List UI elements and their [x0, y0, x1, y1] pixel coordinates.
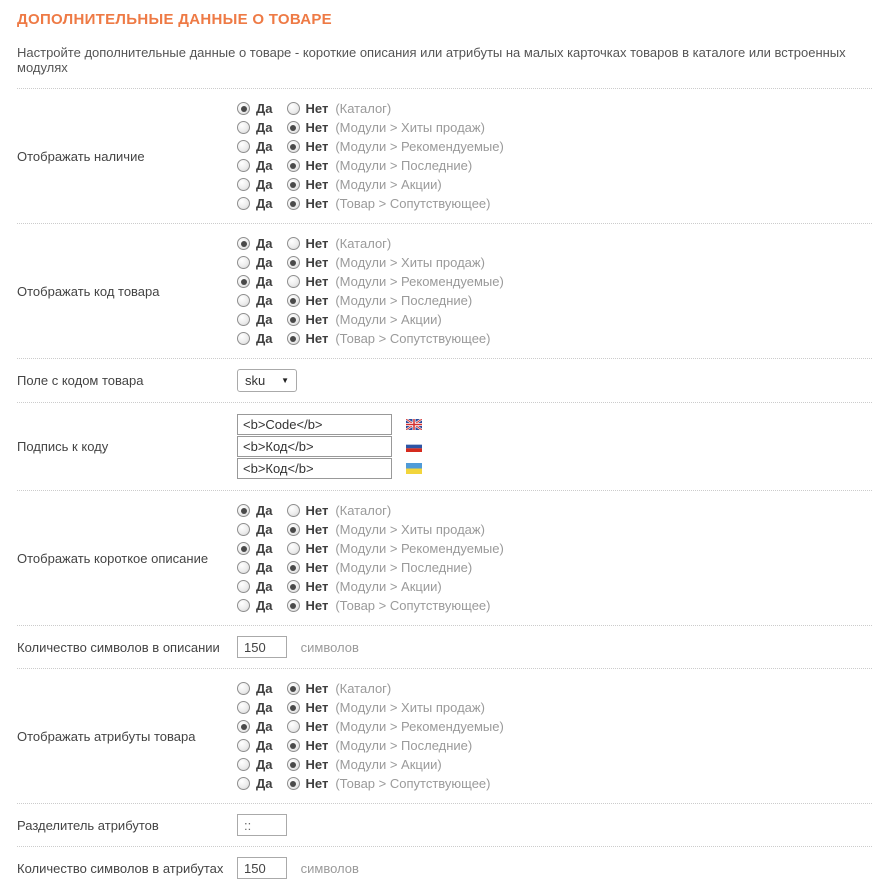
radio-no-label[interactable]: Нет: [305, 312, 329, 327]
radio-yes-label[interactable]: Да: [256, 560, 273, 575]
radio-yes[interactable]: [237, 159, 250, 172]
flag-ru-icon: [406, 441, 422, 452]
radio-no-label[interactable]: Нет: [305, 139, 329, 154]
radio-yes-label[interactable]: Да: [256, 681, 273, 696]
radio-row: [237, 310, 872, 329]
radio-no[interactable]: [287, 197, 300, 210]
radio-yes-label[interactable]: Да: [256, 177, 273, 192]
radio-yes-label[interactable]: Да: [256, 541, 273, 556]
lang-row-en: [237, 414, 872, 435]
attribute-char-count-input[interactable]: [237, 857, 287, 879]
row-code-field: [17, 358, 872, 402]
radio-context-label: (Товар > Сопутствующее): [335, 598, 491, 613]
row-display-availability: [17, 88, 872, 223]
radio-no[interactable]: [287, 777, 300, 790]
field-label-display-short-description: Отображать короткое описание: [17, 550, 209, 566]
attribute-char-count-suffix: символов: [300, 860, 359, 876]
radio-yes-label[interactable]: Да: [256, 120, 273, 135]
radio-row: [237, 577, 872, 596]
radio-context-label: (Модули > Акции): [335, 177, 442, 192]
radio-context-label: (Модули > Рекомендуемые): [335, 274, 504, 289]
radio-context-label: (Модули > Хиты продаж): [335, 700, 485, 715]
radio-yes[interactable]: [237, 542, 250, 555]
radio-no-label[interactable]: Нет: [305, 776, 329, 791]
radio-no-label[interactable]: Нет: [305, 598, 329, 613]
radio-yes[interactable]: [237, 102, 250, 115]
radio-yes[interactable]: [237, 580, 250, 593]
radio-no[interactable]: [287, 701, 300, 714]
field-label-description-char-count: Количество символов в описании: [17, 639, 220, 655]
field-label-code-field: Поле с кодом товара: [17, 373, 144, 388]
radio-yes-label[interactable]: Да: [256, 700, 273, 715]
radio-no-label[interactable]: Нет: [305, 560, 329, 575]
radio-no-label[interactable]: Нет: [305, 757, 329, 772]
radio-yes-label[interactable]: Да: [256, 312, 273, 327]
radio-yes[interactable]: [237, 739, 250, 752]
radio-no-label[interactable]: Нет: [305, 255, 329, 270]
radio-context-label: (Модули > Рекомендуемые): [335, 139, 504, 154]
radio-no-label[interactable]: Нет: [305, 541, 329, 556]
radio-group-display-attributes: [237, 679, 872, 793]
radio-context-label: (Модули > Хиты продаж): [335, 522, 485, 537]
radio-no[interactable]: [287, 237, 300, 250]
radio-yes[interactable]: [237, 701, 250, 714]
radio-yes-label[interactable]: Да: [256, 579, 273, 594]
radio-yes-label[interactable]: Да: [256, 503, 273, 518]
radio-row: [237, 596, 872, 615]
radio-context-label: (Модули > Последние): [335, 158, 473, 173]
radio-yes-label[interactable]: Да: [256, 101, 273, 116]
radio-row: [237, 501, 872, 520]
field-label-attribute-separator: Разделитель атрибутов: [17, 817, 159, 833]
radio-row: [237, 774, 872, 793]
radio-context-label: (Каталог): [335, 681, 392, 696]
radio-no[interactable]: [287, 542, 300, 555]
radio-yes[interactable]: [237, 121, 250, 134]
radio-yes-label[interactable]: Да: [256, 522, 273, 537]
radio-no-label[interactable]: Нет: [305, 101, 329, 116]
radio-row: [237, 698, 872, 717]
chevron-down-icon: ▼: [281, 375, 289, 385]
radio-no-label[interactable]: Нет: [305, 236, 329, 251]
row-display-product-code: [17, 223, 872, 358]
radio-yes[interactable]: [237, 197, 250, 210]
row-control-attribute-char-count: [237, 857, 872, 879]
radio-row: [237, 99, 872, 118]
radio-yes[interactable]: [237, 275, 250, 288]
row-control-code-caption: [237, 413, 872, 480]
radio-no[interactable]: [287, 739, 300, 752]
row-control-attribute-separator: [237, 814, 872, 836]
radio-no[interactable]: [287, 599, 300, 612]
flag-en-icon: [406, 419, 422, 430]
code-field-select[interactable]: [237, 369, 297, 392]
radio-no-label[interactable]: Нет: [305, 738, 329, 753]
radio-row: [237, 755, 872, 774]
radio-context-label: (Модули > Акции): [335, 757, 442, 772]
radio-yes-label[interactable]: Да: [256, 293, 273, 308]
code-caption-input-ru[interactable]: [237, 436, 392, 457]
radio-no-label[interactable]: Нет: [305, 120, 329, 135]
radio-context-label: (Модули > Акции): [335, 312, 442, 327]
radio-yes[interactable]: [237, 256, 250, 269]
radio-row: [237, 175, 872, 194]
row-display-attributes: [17, 668, 872, 803]
radio-yes-label[interactable]: Да: [256, 331, 273, 346]
radio-yes[interactable]: [237, 313, 250, 326]
radio-no[interactable]: [287, 294, 300, 307]
radio-yes[interactable]: [237, 561, 250, 574]
radio-yes[interactable]: [237, 237, 250, 250]
flag-ua-icon: [406, 463, 422, 474]
radio-no[interactable]: [287, 102, 300, 115]
radio-row: [237, 272, 872, 291]
code-caption-input-ua[interactable]: [237, 458, 392, 479]
radio-row: [237, 234, 872, 253]
radio-no-label[interactable]: Нет: [305, 503, 329, 518]
radio-yes-label[interactable]: Да: [256, 598, 273, 613]
radio-yes[interactable]: [237, 777, 250, 790]
radio-no-label[interactable]: Нет: [305, 579, 329, 594]
radio-yes[interactable]: [237, 682, 250, 695]
radio-yes-label[interactable]: Да: [256, 274, 273, 289]
radio-no-label[interactable]: Нет: [305, 177, 329, 192]
radio-no-label[interactable]: Нет: [305, 196, 329, 211]
radio-yes-label[interactable]: Да: [256, 738, 273, 753]
radio-no[interactable]: [287, 121, 300, 134]
radio-no[interactable]: [287, 758, 300, 771]
radio-context-label: (Модули > Хиты продаж): [335, 120, 485, 135]
radio-no-label[interactable]: Нет: [305, 158, 329, 173]
radio-row: [237, 137, 872, 156]
radio-no[interactable]: [287, 504, 300, 517]
page-title: ДОПОЛНИТЕЛЬНЫЕ ДАННЫЕ О ТОВАРЕ: [17, 11, 332, 28]
radio-yes-label[interactable]: Да: [256, 139, 273, 154]
radio-yes[interactable]: [237, 140, 250, 153]
radio-context-label: (Модули > Хиты продаж): [335, 255, 485, 270]
page-subtitle: Настройте дополнительные данные о товаре - короткие описания или атрибуты на малых карточках товаров в каталоге или встроенных модулях: [17, 45, 846, 75]
radio-row: [237, 539, 872, 558]
radio-row: [237, 253, 872, 272]
radio-yes[interactable]: [237, 504, 250, 517]
lang-row-ru: [237, 436, 872, 457]
radio-no[interactable]: [287, 178, 300, 191]
radio-yes[interactable]: [237, 720, 250, 733]
radio-row: [237, 717, 872, 736]
radio-no[interactable]: [287, 313, 300, 326]
row-attribute-char-count: [17, 846, 872, 889]
radio-no-label[interactable]: Нет: [305, 700, 329, 715]
radio-row: [237, 736, 872, 755]
radio-row: [237, 679, 872, 698]
radio-yes-label[interactable]: Да: [256, 776, 273, 791]
radio-context-label: (Каталог): [335, 503, 392, 518]
radio-context-label: (Каталог): [335, 101, 392, 116]
radio-context-label: (Товар > Сопутствующее): [335, 776, 491, 791]
radio-no[interactable]: [287, 140, 300, 153]
radio-context-label: (Модули > Последние): [335, 738, 473, 753]
row-display-short-description: [17, 490, 872, 625]
code-caption-input-en[interactable]: [237, 414, 392, 435]
radio-yes-label[interactable]: Да: [256, 757, 273, 772]
field-label-display-product-code: Отображать код товара: [17, 283, 160, 299]
radio-yes[interactable]: [237, 758, 250, 771]
radio-no[interactable]: [287, 682, 300, 695]
radio-no[interactable]: [287, 332, 300, 345]
radio-context-label: (Товар > Сопутствующее): [335, 331, 491, 346]
row-description-char-count: [17, 625, 872, 668]
attribute-separator-input[interactable]: [237, 814, 287, 836]
radio-yes[interactable]: [237, 294, 250, 307]
radio-no-label[interactable]: Нет: [305, 331, 329, 346]
radio-context-label: (Каталог): [335, 236, 392, 251]
radio-no[interactable]: [287, 580, 300, 593]
row-control-code-field: [237, 369, 872, 392]
radio-yes[interactable]: [237, 599, 250, 612]
radio-yes-label[interactable]: Да: [256, 236, 273, 251]
radio-no-label[interactable]: Нет: [305, 681, 329, 696]
radio-no-label[interactable]: Нет: [305, 274, 329, 289]
description-char-count-suffix: символов: [300, 639, 359, 655]
row-attribute-separator: [17, 803, 872, 846]
radio-no[interactable]: [287, 523, 300, 536]
radio-context-label: (Товар > Сопутствующее): [335, 196, 491, 211]
radio-group-display-product-code: [237, 234, 872, 348]
field-label-code-caption: Подпись к коду: [17, 439, 109, 454]
code-field-select-value: sku: [245, 373, 266, 388]
radio-no-label[interactable]: Нет: [305, 293, 329, 308]
radio-yes-label[interactable]: Да: [256, 719, 273, 734]
radio-row: [237, 194, 872, 213]
description-char-count-input[interactable]: [237, 636, 287, 658]
radio-row: [237, 118, 872, 137]
radio-yes-label[interactable]: Да: [256, 158, 273, 173]
radio-yes[interactable]: [237, 178, 250, 191]
row-control-description-char-count: [237, 636, 872, 658]
lang-row-ua: [237, 458, 872, 479]
radio-row: [237, 520, 872, 539]
radio-row: [237, 558, 872, 577]
radio-yes[interactable]: [237, 332, 250, 345]
radio-context-label: (Модули > Последние): [335, 560, 473, 575]
radio-no[interactable]: [287, 720, 300, 733]
field-label-attribute-char-count: Количество символов в атрибутах: [17, 860, 224, 876]
radio-no[interactable]: [287, 275, 300, 288]
radio-context-label: (Модули > Рекомендуемые): [335, 541, 504, 556]
radio-no-label[interactable]: Нет: [305, 522, 329, 537]
radio-no[interactable]: [287, 256, 300, 269]
radio-group-display-short-description: [237, 501, 872, 615]
field-label-display-attributes: Отображать атрибуты товара: [17, 728, 196, 744]
radio-row: [237, 329, 872, 348]
field-label-display-availability: Отображать наличие: [17, 148, 145, 164]
radio-context-label: (Модули > Рекомендуемые): [335, 719, 504, 734]
radio-context-label: (Модули > Последние): [335, 293, 473, 308]
radio-group-display-availability: [237, 99, 872, 213]
radio-row: [237, 156, 872, 175]
radio-no[interactable]: [287, 159, 300, 172]
radio-yes[interactable]: [237, 523, 250, 536]
radio-context-label: (Модули > Акции): [335, 579, 442, 594]
radio-yes-label[interactable]: Да: [256, 255, 273, 270]
radio-row: [237, 291, 872, 310]
radio-no[interactable]: [287, 561, 300, 574]
radio-no-label[interactable]: Нет: [305, 719, 329, 734]
row-code-caption: [17, 402, 872, 490]
radio-yes-label[interactable]: Да: [256, 196, 273, 211]
